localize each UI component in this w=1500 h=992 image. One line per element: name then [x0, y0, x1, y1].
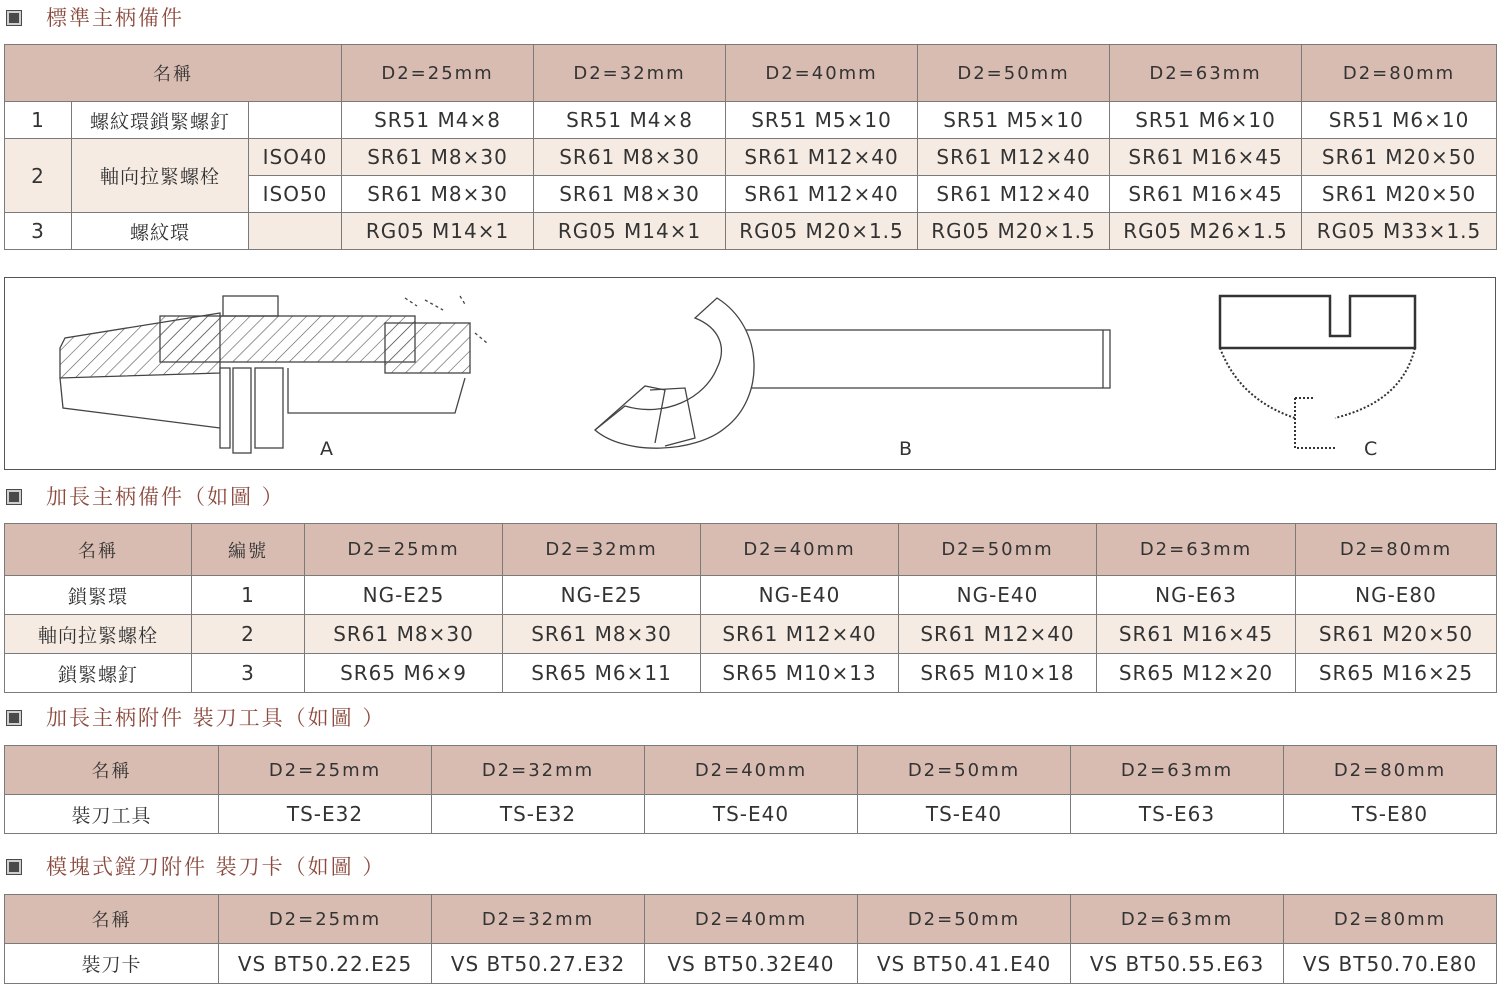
- value-cell: SR61 M12×40: [918, 139, 1110, 176]
- extended-spares-table: [4, 523, 1497, 693]
- spec-cell: [249, 102, 342, 139]
- value-cell: SR65 M6×9: [305, 654, 503, 693]
- value-cell: SR61 M8×30: [305, 615, 503, 654]
- header-d2: D2=63mm: [1071, 895, 1284, 944]
- value-cell: NG-E25: [305, 576, 503, 615]
- section-3-heading: 加長主柄附件 裝刀工具（如圖 ）: [46, 706, 386, 730]
- value-cell: SR61 M8×30: [503, 615, 701, 654]
- spec-cell: [249, 213, 342, 250]
- part-name: 裝刀工具: [5, 795, 219, 834]
- value-cell: VS BT50.55.E63: [1071, 944, 1284, 984]
- header-d2: D2=50mm: [858, 895, 1071, 944]
- header-d2: D2=32mm: [432, 895, 645, 944]
- value-cell: VS BT50.70.E80: [1284, 944, 1497, 984]
- table-row: [5, 139, 1497, 176]
- header-d2: D2=80mm: [1284, 895, 1497, 944]
- part-name: 鎖緊環: [5, 576, 192, 615]
- header-d2: D2=40mm: [726, 45, 918, 102]
- row-number: 1: [192, 576, 305, 615]
- value-cell: NG-E40: [899, 576, 1097, 615]
- value-cell: SR51 M5×10: [726, 102, 918, 139]
- header-d2: D2=80mm: [1302, 45, 1497, 102]
- value-cell: TS-E32: [219, 795, 432, 834]
- value-cell: TS-E40: [645, 795, 858, 834]
- value-cell: SR51 M6×10: [1110, 102, 1302, 139]
- spec-cell: ISO40: [249, 139, 342, 176]
- header-d2: D2=40mm: [645, 746, 858, 795]
- section-2-heading: 加長主柄備件（如圖 ）: [46, 485, 285, 509]
- value-cell: SR61 M20×50: [1296, 615, 1497, 654]
- value-cell: RG05 M14×1: [342, 213, 534, 250]
- tool-card-table: [4, 894, 1497, 984]
- square-bullet-icon: [6, 10, 22, 26]
- value-cell: SR51 M4×8: [342, 102, 534, 139]
- value-cell: SR61 M12×40: [701, 615, 899, 654]
- table-row: [5, 654, 1497, 693]
- header-d2: D2=63mm: [1110, 45, 1302, 102]
- row-number: 2: [192, 615, 305, 654]
- part-name: 軸向拉緊螺栓: [5, 615, 192, 654]
- section-1-heading: 標準主柄備件: [46, 6, 184, 30]
- value-cell: TS-E80: [1284, 795, 1497, 834]
- header-d2: D2=63mm: [1097, 524, 1296, 576]
- value-cell: RG05 M26×1.5: [1110, 213, 1302, 250]
- figure-label-c: C: [1364, 438, 1378, 460]
- header-d2: D2=50mm: [899, 524, 1097, 576]
- value-cell: NG-E25: [503, 576, 701, 615]
- value-cell: RG05 M14×1: [534, 213, 726, 250]
- value-cell: SR51 M5×10: [918, 102, 1110, 139]
- row-number: 1: [5, 102, 72, 139]
- table-header-row: [5, 45, 1497, 102]
- part-name: 螺紋環: [72, 213, 249, 250]
- value-cell: RG05 M20×1.5: [918, 213, 1110, 250]
- header-name: 名稱: [5, 746, 219, 795]
- value-cell: NG-E40: [701, 576, 899, 615]
- part-name: 裝刀卡: [5, 944, 219, 984]
- value-cell: SR61 M16×45: [1097, 615, 1296, 654]
- section-1-title: [6, 3, 184, 31]
- header-d2: D2=40mm: [701, 524, 899, 576]
- value-cell: NG-E80: [1296, 576, 1497, 615]
- header-d2: D2=32mm: [432, 746, 645, 795]
- part-name: 螺紋環鎖緊螺釘: [72, 102, 249, 139]
- value-cell: SR51 M6×10: [1302, 102, 1497, 139]
- value-cell: TS-E32: [432, 795, 645, 834]
- row-number: 2: [5, 139, 72, 213]
- value-cell: SR61 M8×30: [534, 176, 726, 213]
- header-d2: D2=32mm: [503, 524, 701, 576]
- value-cell: SR61 M8×30: [534, 139, 726, 176]
- header-d2: D2=50mm: [918, 45, 1110, 102]
- value-cell: SR61 M16×45: [1110, 139, 1302, 176]
- header-d2: D2=25mm: [342, 45, 534, 102]
- value-cell: SR65 M10×13: [701, 654, 899, 693]
- value-cell: VS BT50.41.E40: [858, 944, 1071, 984]
- loading-tool-table: [4, 745, 1497, 834]
- drawing-b: [595, 298, 1110, 448]
- value-cell: RG05 M20×1.5: [726, 213, 918, 250]
- value-cell: SR65 M16×25: [1296, 654, 1497, 693]
- drawing-a: [60, 296, 487, 453]
- header-d2: D2=25mm: [219, 746, 432, 795]
- value-cell: SR65 M10×18: [899, 654, 1097, 693]
- table-row: [5, 102, 1497, 139]
- spec-cell: ISO50: [249, 176, 342, 213]
- square-bullet-icon: [6, 489, 22, 505]
- table-row: [5, 615, 1497, 654]
- header-name: 名稱: [5, 895, 219, 944]
- table-row: [5, 795, 1497, 834]
- header-d2: D2=32mm: [534, 45, 726, 102]
- table-header-row: [5, 895, 1497, 944]
- value-cell: SR61 M12×40: [918, 176, 1110, 213]
- technical-drawing: [5, 278, 1495, 469]
- section-4-heading: 模塊式鏜刀附件 裝刀卡（如圖 ）: [46, 855, 386, 879]
- part-name: 鎖緊螺釘: [5, 654, 192, 693]
- figure-label-b: B: [899, 438, 913, 460]
- header-d2: D2=25mm: [305, 524, 503, 576]
- header-d2: D2=80mm: [1296, 524, 1497, 576]
- value-cell: TS-E40: [858, 795, 1071, 834]
- value-cell: NG-E63: [1097, 576, 1296, 615]
- header-name: 名稱: [5, 45, 342, 102]
- header-d2: D2=63mm: [1071, 746, 1284, 795]
- value-cell: VS BT50.22.E25: [219, 944, 432, 984]
- value-cell: SR61 M12×40: [726, 139, 918, 176]
- header-d2: D2=40mm: [645, 895, 858, 944]
- table-row: [5, 944, 1497, 984]
- value-cell: SR61 M8×30: [342, 139, 534, 176]
- value-cell: SR61 M16×45: [1110, 176, 1302, 213]
- table-row: [5, 213, 1497, 250]
- value-cell: SR61 M20×50: [1302, 176, 1497, 213]
- table-row: [5, 576, 1497, 615]
- square-bullet-icon: [6, 710, 22, 726]
- section-3-title: [6, 703, 385, 731]
- value-cell: SR61 M12×40: [726, 176, 918, 213]
- table-header-row: [5, 746, 1497, 795]
- figure-label-a: A: [320, 438, 333, 460]
- row-number: 3: [5, 213, 72, 250]
- drawing-c: [1220, 296, 1415, 448]
- part-name: 軸向拉緊螺栓: [72, 139, 249, 213]
- table-header-row: [5, 524, 1497, 576]
- section-2-title: [6, 482, 285, 510]
- value-cell: SR65 M6×11: [503, 654, 701, 693]
- value-cell: SR61 M12×40: [899, 615, 1097, 654]
- standard-spares-table: [4, 44, 1497, 250]
- value-cell: SR65 M12×20: [1097, 654, 1296, 693]
- header-number: 編號: [192, 524, 305, 576]
- square-bullet-icon: [6, 859, 22, 875]
- value-cell: SR61 M20×50: [1302, 139, 1497, 176]
- value-cell: SR61 M8×30: [342, 176, 534, 213]
- value-cell: SR51 M4×8: [534, 102, 726, 139]
- row-number: 3: [192, 654, 305, 693]
- value-cell: TS-E63: [1071, 795, 1284, 834]
- value-cell: VS BT50.27.E32: [432, 944, 645, 984]
- parts-illustration: [4, 277, 1496, 470]
- section-4-title: [6, 852, 385, 880]
- value-cell: RG05 M33×1.5: [1302, 213, 1497, 250]
- header-d2: D2=25mm: [219, 895, 432, 944]
- header-d2: D2=80mm: [1284, 746, 1497, 795]
- header-d2: D2=50mm: [858, 746, 1071, 795]
- header-name: 名稱: [5, 524, 192, 576]
- value-cell: VS BT50.32E40: [645, 944, 858, 984]
